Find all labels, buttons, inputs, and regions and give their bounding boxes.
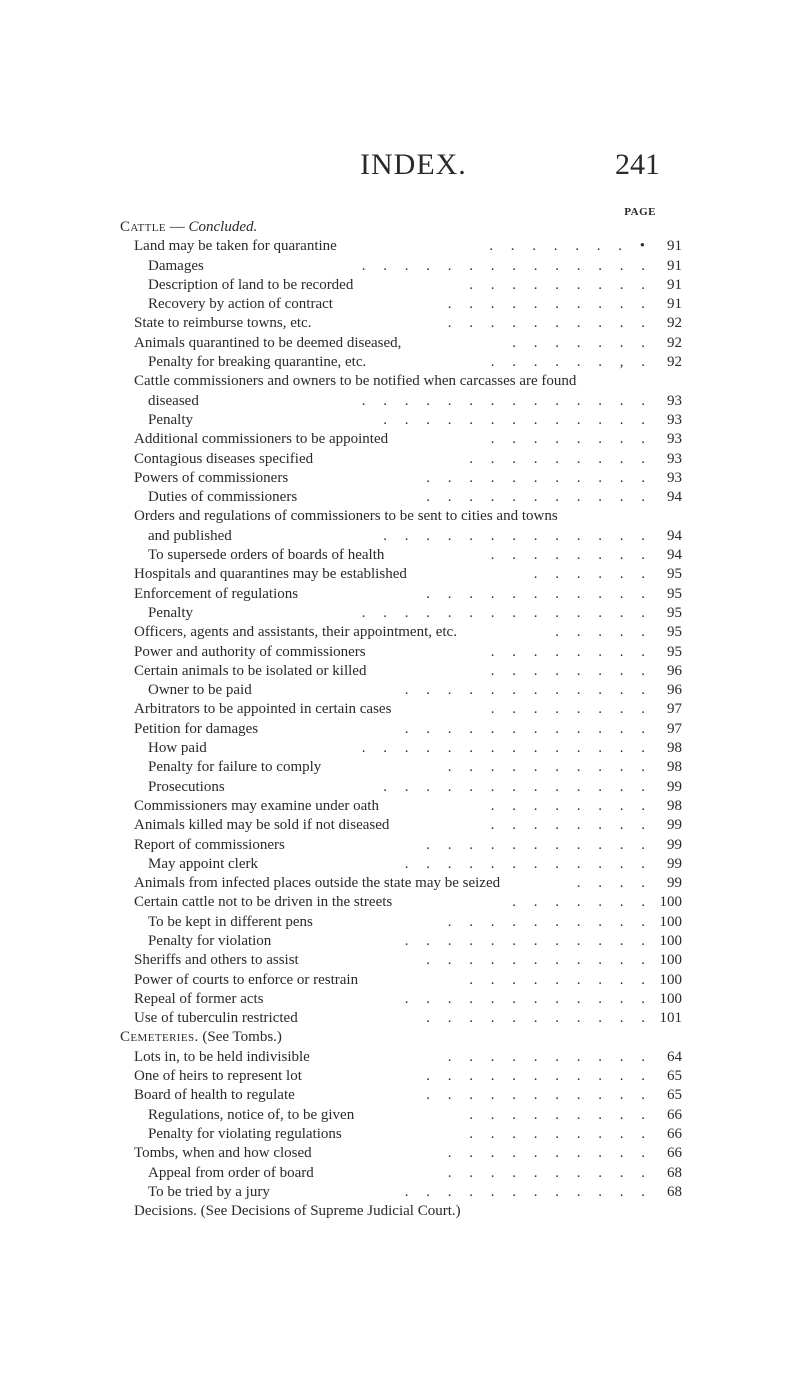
leader-dots: . . . . . . . . . . [447,1145,652,1162]
entry-text: Animals from infected places outside the state may be seized [134,875,501,892]
page-leader [448,1144,682,1163]
entry-text: Tombs, when and how closed [134,1145,312,1162]
entry-page-number: 100 [659,894,682,911]
entry-page-number: 95 [667,566,682,583]
entry-text: Power of courts to enforce or restrain [134,971,359,988]
entry-page-number: 98 [667,759,682,776]
leader-dots: . . . . . . . . . [469,1106,652,1123]
leader-dots: . . . . . . . . . [469,1125,652,1142]
entry-page-number: 93 [667,411,682,428]
entry-text: Penalty for breaking quarantine, etc. [148,354,367,371]
index-entry [120,585,682,604]
index-entry [120,643,682,662]
page-leader [405,932,682,951]
index-entry [120,430,682,449]
entry-page-number: 65 [667,1087,682,1104]
entry-text: Certain animals to be isolated or killed [134,662,367,679]
page-leader [448,758,682,777]
leader-dots: . . . . . . . . [490,701,652,718]
entry-text: State to reimburse towns, etc. [134,315,312,332]
page-leader [491,430,682,449]
running-head [360,148,660,184]
entry-text: Animals quarantined to be deemed diseased, [134,334,402,351]
index-entry [120,623,682,642]
leader-dots: . . . . . . . . [490,643,652,660]
index-entry [120,893,682,912]
index-entry [120,276,682,295]
page-leader [534,565,682,584]
index-entry [120,295,682,314]
entry-page-number: 97 [667,701,682,718]
entry-text: How paid [148,740,207,757]
leader-dots: . . . . . . . . . . . . [404,1183,652,1200]
entry-text: Penalty for violating regulations [148,1125,342,1142]
entry-text: Sheriffs and others to assist [134,952,299,969]
page-leader [426,836,682,855]
heading-separator: — [166,219,189,235]
page-leader [448,295,682,314]
index-entry [120,469,682,488]
leader-dots: . . . . . . . [512,334,652,351]
page-leader [489,237,682,256]
index-entry [120,450,682,469]
leader-dots: . . . . . . [533,566,652,583]
index-entry [120,334,682,353]
entry-text: Contagious diseases specified [134,450,314,467]
entry-text: May appoint clerk [148,855,258,872]
page-leader [491,662,682,681]
entry-page-number: 96 [667,682,682,699]
index-entry [120,700,682,719]
leader-dots: . . . . . . . . . . . . . . [361,257,652,274]
leader-dots: . . . . . . . . . . . [426,836,652,853]
leader-dots: . . . . . . . . . . . [426,469,652,486]
index-entry [120,546,682,565]
index-entry [120,1144,682,1163]
entry-page-number: 64 [667,1048,682,1065]
leader-dots: . . . . . . . . . . . [426,952,652,969]
entry-text: Penalty for failure to comply [148,759,322,776]
leader-dots: . . . . . . . . . [469,450,652,467]
entry-page-number: 66 [667,1106,682,1123]
page-leader [426,1086,682,1105]
index-entry [120,1086,682,1105]
leader-dots: . . . . . . . . . . . [426,1087,652,1104]
page-leader [383,411,682,430]
index-heading [120,218,682,237]
entry-page-number: 66 [667,1125,682,1142]
leader-dots: . . . . . . . . . . [447,1048,652,1065]
leader-dots: . . . . . . . . [490,797,652,814]
entry-text: Board of health to regulate [134,1087,295,1104]
page-leader [426,469,682,488]
page-leader [491,797,682,816]
index-entry [120,874,682,893]
page-leader [491,643,682,662]
index-entry [120,816,682,835]
page-leader [448,1048,682,1067]
entry-text: Cattle commissioners and owners to be notified when carcasses are found [134,373,577,390]
index-entry [120,1009,682,1028]
entry-text: Power and authority of commissioners [134,643,366,660]
entry-text: Owner to be paid [148,682,252,699]
page-leader [491,546,682,565]
heading-note: (See Tombs.) [202,1029,282,1046]
leader-dots: . . . . . . . . . . . [426,1010,652,1027]
page-leader [405,990,682,1009]
page-column-label: PAGE [624,206,656,218]
entry-text: Damages [148,257,204,274]
entry-page-number: 97 [667,720,682,737]
leader-dots: . . . . . . . . . [469,276,652,293]
leader-dots: . . . . . . . . . . [447,1164,652,1181]
entry-text: Report of commissioners [134,836,285,853]
page-leader [491,816,682,835]
heading-term: Cattle [120,219,167,235]
leader-dots: . . . . . . . . . . . . [404,932,652,949]
entry-text: Duties of commissioners [148,489,298,506]
entry-text: Regulations, notice of, to be given [148,1106,355,1123]
index-entry [120,565,682,584]
entry-page-number: 95 [667,604,682,621]
index-entry [120,1183,682,1202]
entry-page-number: 100 [659,971,682,988]
index-entry [120,913,682,932]
entry-page-number: 92 [667,334,682,351]
entry-page-number: 93 [667,469,682,486]
heading-term: Cemeteries. [120,1029,199,1046]
page-leader [577,874,682,893]
page-leader [362,392,682,411]
leader-dots: . . . . . . . . . . [447,315,652,332]
leader-dots: . . . . . . . [512,894,652,911]
index-entry [120,392,682,411]
page-leader [426,951,682,970]
leader-dots: . . . . . . . . . . . . [404,855,652,872]
entry-page-number: 68 [667,1164,682,1181]
entry-page-number: 93 [667,392,682,409]
leader-dots: . . . . . . . . . . . . [404,682,652,699]
page-leader [469,1125,682,1144]
page-leader [469,276,682,295]
entry-text: and published [148,527,232,544]
index-entry [120,411,682,430]
page-number: 241 [615,148,660,181]
entry-page-number: 99 [667,778,682,795]
entry-text: Enforcement of regulations [134,585,299,602]
page-leader [512,893,682,912]
entry-text: Lots in, to be held indivisible [134,1048,310,1065]
entry-text: Animals killed may be sold if not diseased [134,817,390,834]
index-entry [120,1164,682,1183]
entry-page-number: 99 [667,836,682,853]
entry-page-number: 94 [667,489,682,506]
page-leader [426,585,682,604]
index-entry [120,739,682,758]
index-entry [120,604,682,623]
index-entry [120,990,682,1009]
leader-dots: . . . . . [555,624,652,641]
entry-text: Decisions. (See Decisions of Supreme Judicial Court.) [134,1203,461,1220]
entry-text: To be kept in different pens [148,913,313,930]
page-leader [405,681,682,700]
entry-page-number: 93 [667,450,682,467]
leader-dots: . . . . . . . . . . . [426,1068,652,1085]
index-entry [120,353,682,372]
leader-dots: . . . . . . . . . . . . . . [361,740,652,757]
entry-text: Recovery by action of contract [148,296,333,313]
entry-page-number: 92 [667,354,682,371]
entry-page-number: 99 [667,875,682,892]
index-entry [120,527,682,546]
index-entry [120,372,682,391]
leader-dots: . . . . . . . . . . [447,759,652,776]
entry-text: Officers, agents and assistants, their appointment, etc. [134,624,457,641]
entry-page-number: 91 [667,296,682,313]
index-entry [120,488,682,507]
index-list [120,218,682,1221]
page-leader [469,1106,682,1125]
entry-page-number: 92 [667,315,682,332]
leader-dots: . . . . . . . . . . . . . . [361,392,652,409]
entry-page-number: 100 [659,990,682,1007]
index-entry [120,1048,682,1067]
leader-dots: . . . . . . . . . . . . . [383,527,652,544]
index-entry [120,1125,682,1144]
entry-page-number: 93 [667,431,682,448]
entry-text: To be tried by a jury [148,1183,270,1200]
entry-page-number: 98 [667,797,682,814]
page-title: INDEX. [360,148,467,181]
entry-text: Powers of commissioners [134,469,289,486]
index-entry [120,237,682,256]
page-leader [491,353,682,372]
leader-dots: . . . . . . . . . . [447,913,652,930]
leader-dots: . . . . . . . . [490,662,652,679]
entry-text: diseased [148,392,199,409]
index-entry [120,932,682,951]
entry-page-number: 91 [667,276,682,293]
page-leader [405,855,682,874]
entry-text: Petition for damages [134,720,259,737]
entry-page-number: 68 [667,1183,682,1200]
index-entry [120,836,682,855]
entry-text: Repeal of former acts [134,990,264,1007]
entry-text: Description of land to be recorded [148,276,354,293]
entry-page-number: 101 [659,1010,682,1027]
leader-dots: . . . . . . . . . . . . [404,990,652,1007]
entry-text: Appeal from order of board [148,1164,314,1181]
entry-text: Prosecutions [148,778,225,795]
entry-page-number: 99 [667,817,682,834]
entry-text: Penalty [148,604,193,621]
index-entry [120,778,682,797]
entry-text: Hospitals and quarantines may be established [134,566,407,583]
page-leader [405,720,682,739]
entry-page-number: 94 [667,547,682,564]
page-leader [362,257,682,276]
entry-page-number: 95 [667,624,682,641]
page-leader [448,314,682,333]
page-leader [362,604,682,623]
entry-text: Additional commissioners to be appointed [134,431,389,448]
leader-dots: . . . . . . . . [490,817,652,834]
entry-page-number: 94 [667,527,682,544]
entry-page-number: 91 [667,238,682,255]
entry-text: Use of tuberculin restricted [134,1010,298,1027]
index-entry [120,951,682,970]
leader-dots: . . . . . . . . [490,431,652,448]
page-leader [383,778,682,797]
entry-text: Penalty for violation [148,932,272,949]
index-entry [120,662,682,681]
leader-dots: . . . . . . . . [490,547,652,564]
entry-page-number: 99 [667,855,682,872]
leader-dots: . . . . . . . . . . . [426,585,652,602]
page-leader [362,739,682,758]
index-entry [120,797,682,816]
entry-page-number: 100 [659,932,682,949]
entry-page-number: 66 [667,1145,682,1162]
index-entry [120,758,682,777]
page-leader [448,913,682,932]
leader-dots: . . . . [576,875,652,892]
index-entry [120,507,682,526]
entry-page-number: 100 [659,952,682,969]
page-leader [405,1183,682,1202]
leader-dots: . . . . . . . . . . . . . [383,411,652,428]
entry-text: Arbitrators to be appointed in certain cases [134,701,392,718]
leader-dots: . . . . . . . . . [469,971,652,988]
leader-dots: . . . . . . . . . . . . . . [361,604,652,621]
page-leader [383,527,682,546]
leader-dots: . . . . . . . . . . [447,296,652,313]
page-leader [426,1009,682,1028]
index-entry [120,257,682,276]
index-entry [120,971,682,990]
entry-page-number: 65 [667,1068,682,1085]
leader-dots: . . . . . . . . . . . . [404,720,652,737]
entry-text: One of heirs to represent lot [134,1068,302,1085]
entry-page-number: 96 [667,662,682,679]
entry-page-number: 95 [667,585,682,602]
index-entry [120,681,682,700]
entry-page-number: 100 [659,913,682,930]
entry-page-number: 98 [667,740,682,757]
leader-dots: . . . . . . , . [490,354,652,371]
heading-note: Concluded. [188,219,258,235]
page-leader [512,334,682,353]
leader-dots: . . . . . . . . . . . . . [383,778,652,795]
leader-dots: . . . . . . . • [489,238,652,255]
entry-page-number: 91 [667,257,682,274]
index-entry [120,314,682,333]
entry-text: Commissioners may examine under oath [134,797,379,814]
index-entry [120,855,682,874]
index-entry [120,720,682,739]
entry-text: To supersede orders of boards of health [148,547,385,564]
entry-page-number: 95 [667,643,682,660]
entry-text: Land may be taken for quarantine [134,238,337,255]
index-entry [120,1202,682,1221]
index-entry [120,1067,682,1086]
index-heading [120,1028,682,1047]
page-leader [555,623,682,642]
page-leader [469,971,682,990]
page-leader [448,1164,682,1183]
page-leader [491,700,682,719]
entry-text: Orders and regulations of commissioners to be sent to cities and towns [134,508,558,525]
page-leader [469,450,682,469]
leader-dots: . . . . . . . . . . . [426,489,652,506]
index-entry [120,1106,682,1125]
page-leader [426,1067,682,1086]
entry-text: Penalty [148,411,193,428]
page-leader [426,488,682,507]
entry-text: Certain cattle not to be driven in the streets [134,894,393,911]
